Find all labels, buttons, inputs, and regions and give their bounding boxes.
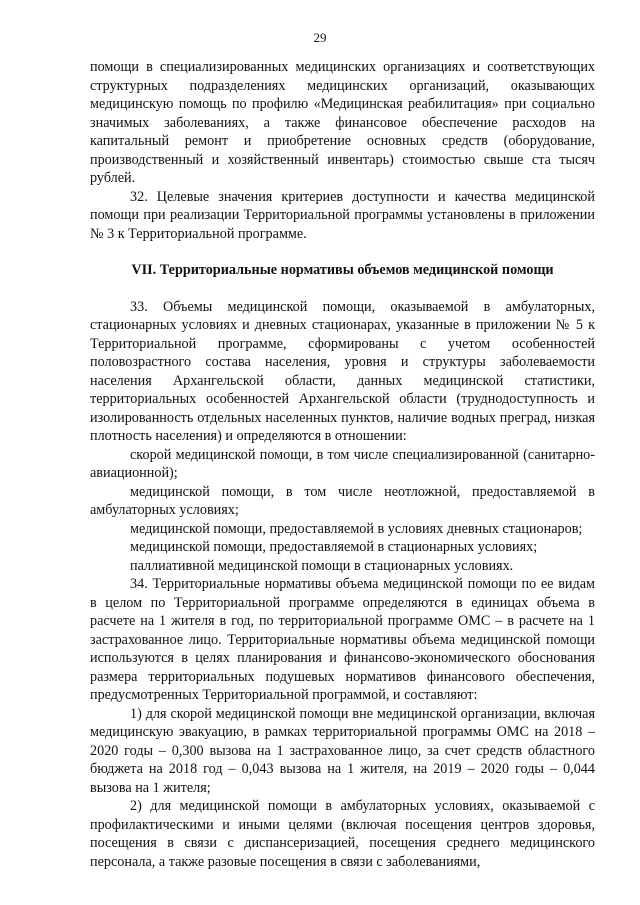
paragraph-continuation: помощи в специализированных медицинских организациях и соответствующих структурных подразделениях медицинских организаций, оказывающих медицинскую помощь по профилю «Медицинская реабилитация» при социально значимых заболеваниях, а также финансовое обеспечение расходов на капитальный ремонт и приобретение основных средств (оборудование, производственный и хозяйственный инвентарь) стоимостью свыше ста тысяч рублей. [90, 59, 595, 186]
paragraph-item-1: 1) для скорой медицинской помощи вне медицинской организации, включая медицинскую эвакуацию, в рамках территориальной программы ОМС на 2018 – 2020 годы – 0,300 вызова на 1 застрахованное лицо, за счет средств областного бюджета на 2018 год – 0,043 вызова на 1 жителя, на 2019 – 2020 годы – 0,044 вызова на 1 жителя; [90, 705, 595, 796]
document-body [90, 58, 595, 871]
paragraph-34: 34. Территориальные нормативы объема медицинской помощи по ее видам в целом по Территориальной программе определяются в единицах объема в расчете на 1 жителя в год, по территориальной программе ОМС – в расчете на 1 застрахованное лицо. Территориальные нормативы объема медицинской помощи используются в целях планирования и финансово-экономического обоснования размера территориальных подушевых нормативов финансового обеспечения, предусмотренных Территориальной программой, и составляют: [90, 576, 595, 703]
paragraph-item-2: 2) для медицинской помощи в амбулаторных условиях, оказываемой с профилактическими и иными целями (включая посещения центров здоровья, посещения в связи с диспансеризацией, посещения среднего медицинского персонала, а также разовые посещения в связи с заболеваниями, [90, 798, 595, 870]
list-item-inpatient: медицинской помощи, предоставляемой в стационарных условиях; [130, 539, 538, 555]
paragraph-32: 32. Целевые значения критериев доступности и качества медицинской помощи при реализации Территориальной программы установлены в приложении № 3 к Территориальной программе. [90, 188, 595, 242]
list-item-ambulance: скорой медицинской помощи, в том числе специализированной (санитарно-авиационной); [90, 446, 595, 481]
section-heading: VII. Территориальные нормативы объемов медицинской помощи [131, 262, 554, 278]
list-item-day-hospital: медицинской помощи, предоставляемой в условиях дневных стационаров; [130, 520, 583, 537]
page-number: 29 [313, 30, 327, 45]
paragraph-33: 33. Объемы медицинской помощи, оказываемой в амбулаторных, стационарных условиях и дневных стационарах, указанные в приложении № 5 к Территориальной программе, сформированы с учетом особенностей половозрастного состава населения, уровня и структуры заболеваемости населения Архангельской области, данных медицинской статистики, территориальных особенностей Архангельской области (труднодоступность и изолированность отдельных населенных пунктов, наличие водных преград, низкая плотность населения) и определяются в отношении: [90, 298, 595, 444]
list-item-palliative: паллиативной медицинской помощи в стационарных условиях. [130, 557, 514, 574]
list-item-outpatient: медицинской помощи, в том числе неотложной, предоставляемой в амбулаторных условиях; [90, 483, 595, 518]
